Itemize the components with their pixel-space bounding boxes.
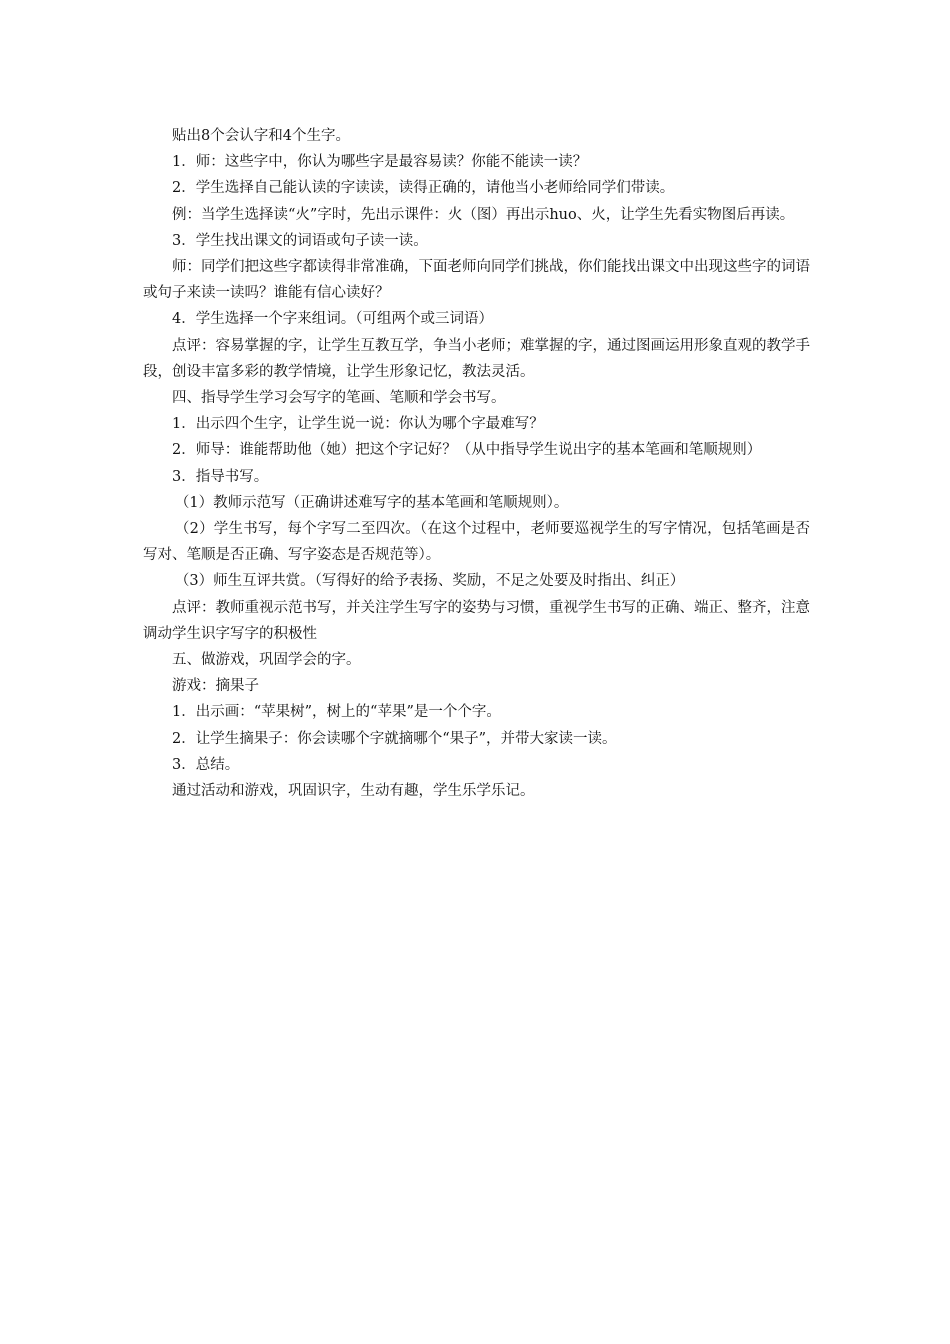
paragraph: （2）学生书写，每个字写二至四次。（在这个过程中，老师要巡视学生的写字情况，包括笔画是否写对、笔顺是否正确、写字姿态是否规范等）。 (143, 521, 810, 564)
paragraph: 师：同学们把这些字都读得非常准确，下面老师向同学们挑战，你们能找出课文中出现这些字的词语或句子来读一读吗？谁能有信心读好？ (143, 259, 810, 302)
section-heading: 五、做游戏，巩固学会的字。 (172, 652, 361, 669)
paragraph: （1）教师示范写（正确讲述难写字的基本笔画和笔顺规则）。 (174, 494, 569, 511)
section-heading: 四、指导学生学习会写字的笔画、笔顺和学会书写。 (172, 390, 506, 407)
document-body (143, 123, 810, 804)
paragraph: 2．学生选择自己能认读的字读读，读得正确的，请他当小老师给同学们带读。 (172, 180, 675, 197)
paragraph: 贴出8个会认字和4个生字。 (172, 128, 350, 144)
paragraph: 3．总结。 (172, 756, 240, 773)
paragraph: 1．出示画：“苹果树”，树上的“苹果”是一个个字。 (172, 704, 501, 721)
paragraph: （3）师生互评共赏。（写得好的给予表扬、奖励，不足之处要及时指出、纠正） (174, 573, 685, 590)
paragraph: 例：当学生选择读“火”字时，先出示课件：火（图）再出示huo、火，让学生先看实物图后再读。 (172, 206, 795, 223)
paragraph: 1．出示四个生字，让学生说一说：你认为哪个字最难写？ (172, 416, 544, 433)
paragraph: 4．学生选择一个字来组词。（可组两个或三词语） (172, 311, 493, 328)
paragraph: 点评：教师重视示范书写，并关注学生写字的姿势与习惯，重视学生书写的正确、端正、整齐，注意调动学生识字写字的积极性 (143, 599, 810, 642)
paragraph: 游戏：摘果子 (172, 678, 259, 695)
paragraph: 2．师导：谁能帮助他（她）把这个字记好？（从中指导学生说出字的基本笔画和笔顺规则） (172, 442, 762, 459)
paragraph: 3．指导书写。 (172, 468, 269, 485)
paragraph: 2．让学生摘果子：你会读哪个字就摘哪个“果子”，并带大家读一读。 (172, 730, 617, 747)
paragraph: 点评：容易掌握的字，让学生互教互学，争当小老师；难掌握的字，通过图画运用形象直观的教学手段，创设丰富多彩的教学情境，让学生形象记忆，教法灵活。 (143, 337, 810, 380)
paragraph: 3．学生找出课文的词语或句子读一读。 (172, 232, 428, 249)
paragraph: 通过活动和游戏，巩固识字，生动有趣，学生乐学乐记。 (172, 783, 535, 800)
paragraph: 1．师：这些字中，你认为哪些字是最容易读？你能不能读一读？ (172, 154, 588, 171)
